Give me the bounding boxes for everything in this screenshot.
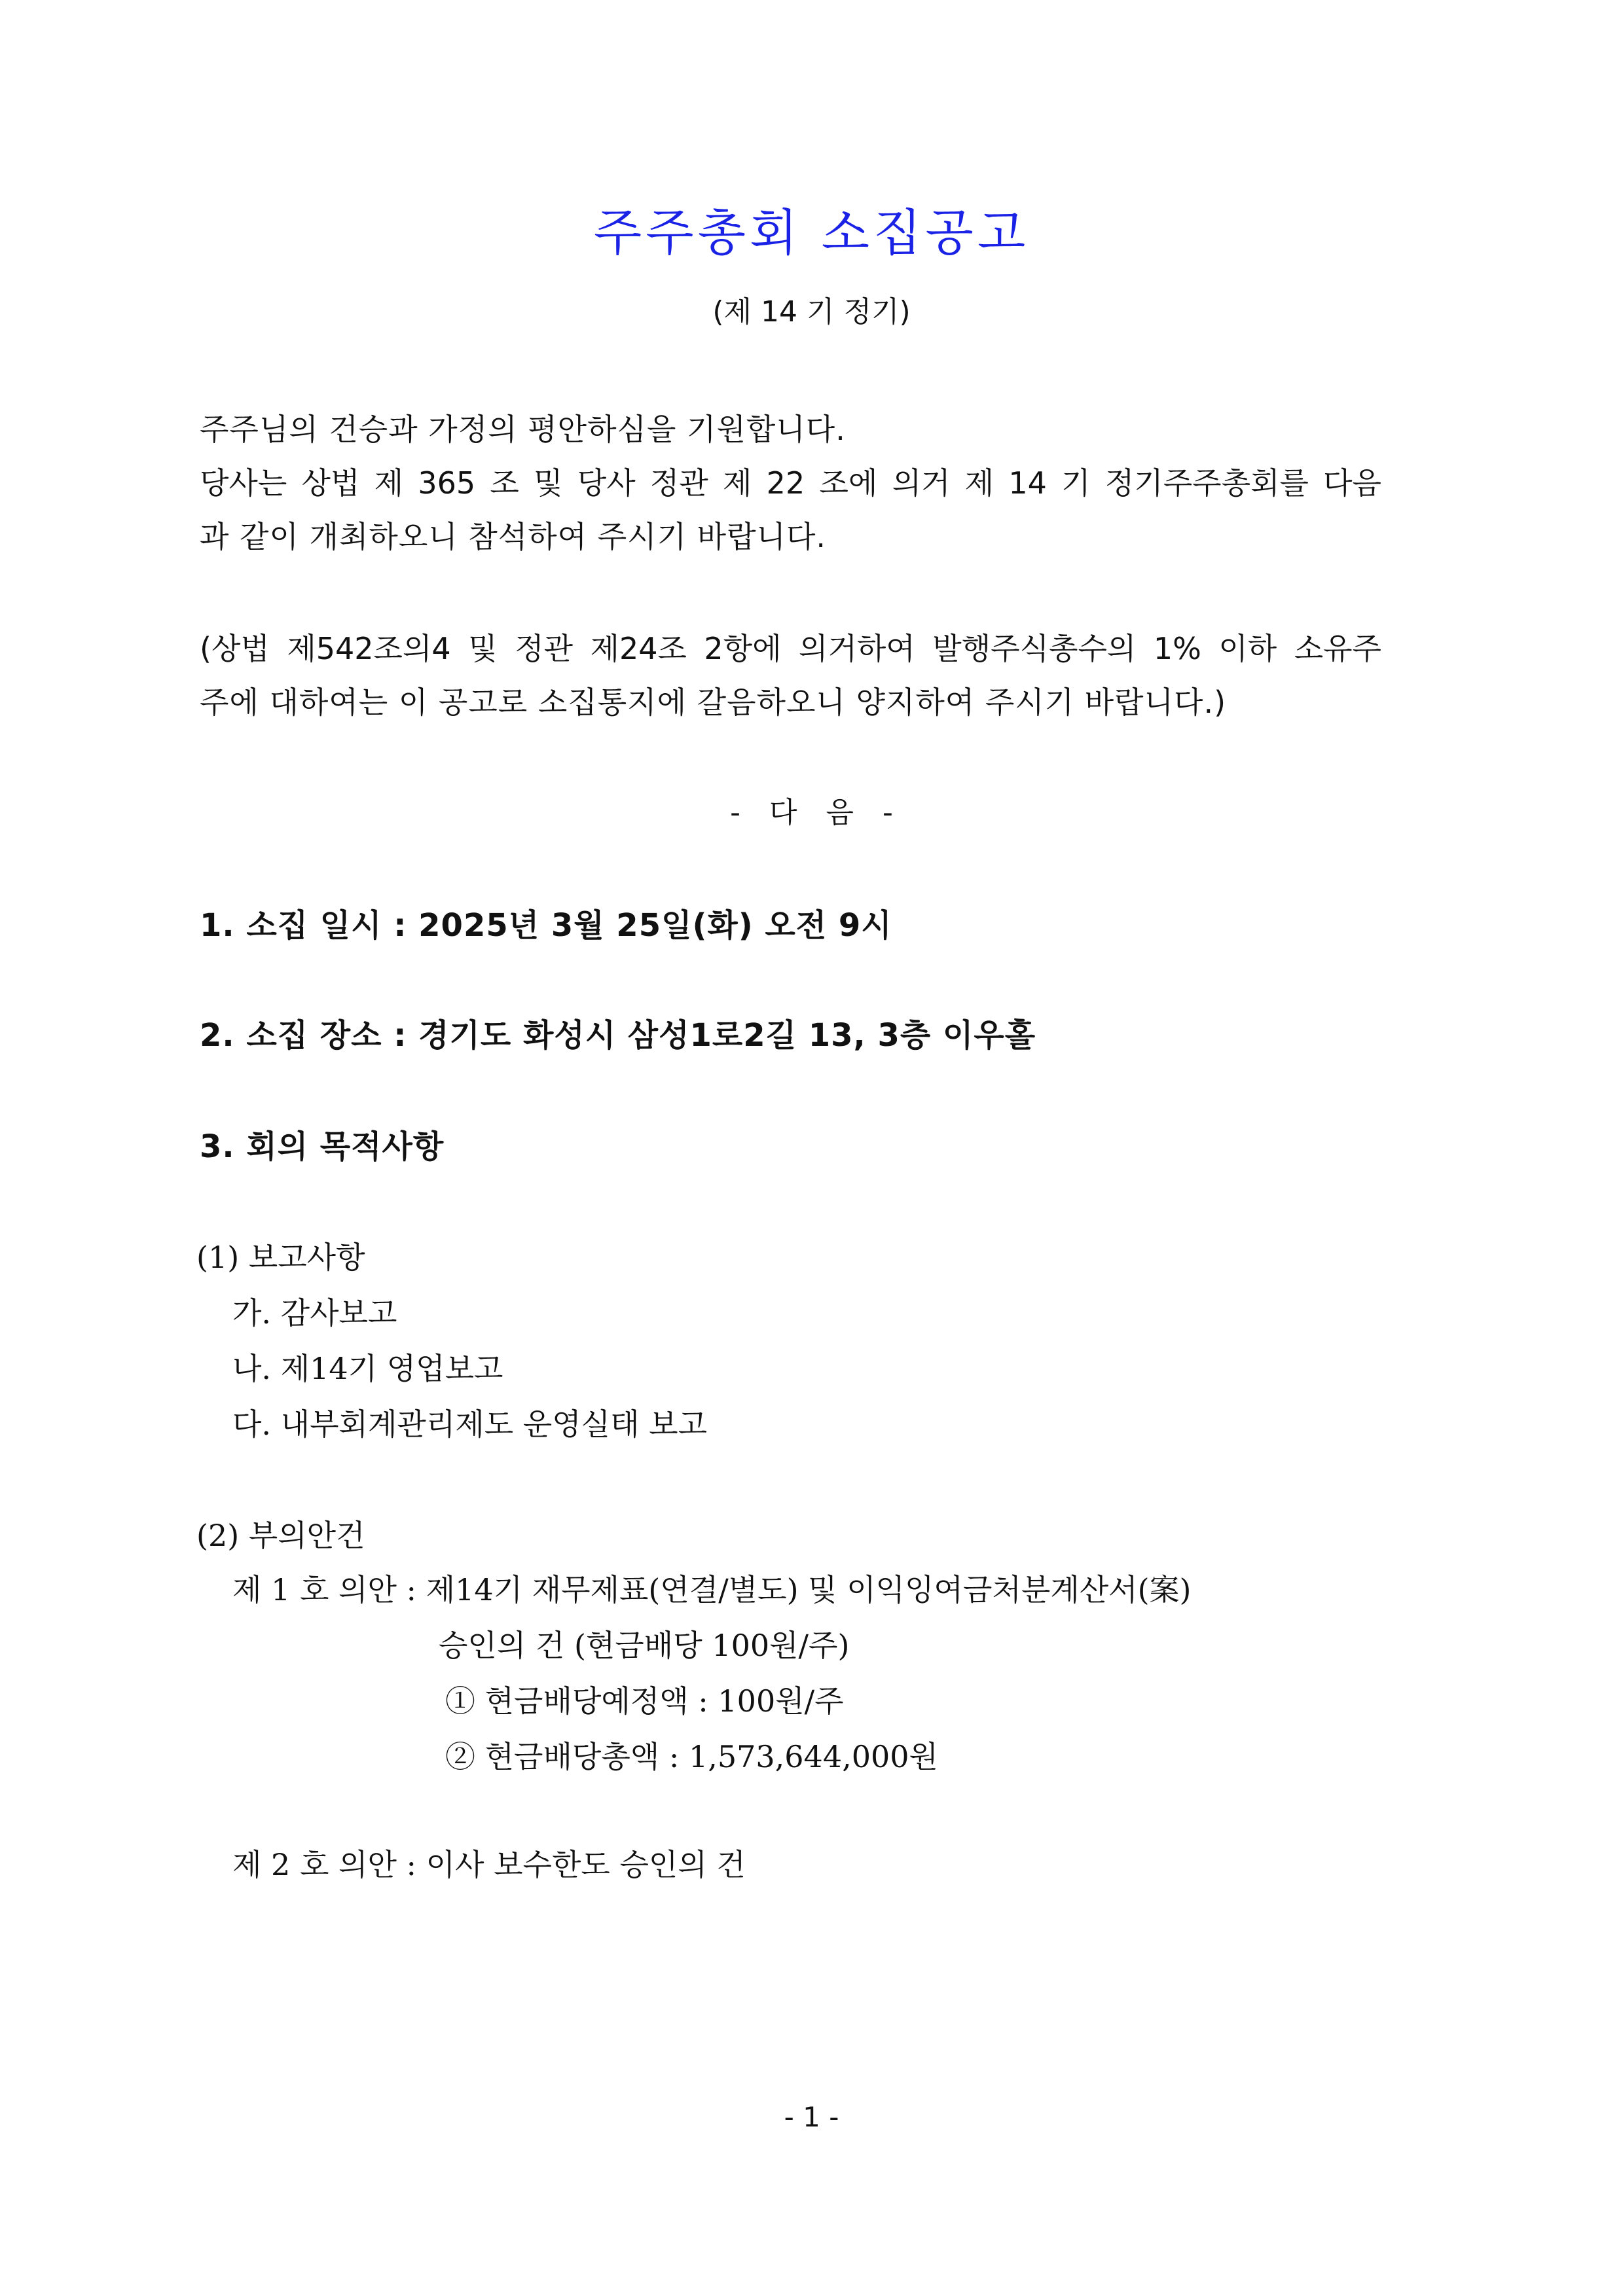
section-meeting-agenda: 3. 회의 목적사항 <box>200 1128 445 1165</box>
notice-line-1: (상법 제542조의4 및 정관 제24조 2항에 의거하여 발행주식총수의 1% 이하 소유주 <box>200 631 1381 666</box>
document-subtitle: (제 14 기 정기) <box>712 295 911 329</box>
agenda-2: 제 2 호 의안 : 이사 보수한도 승인의 건 <box>232 1847 746 1882</box>
page-number: - 1 - <box>784 2101 839 2133</box>
agenda-heading: (2) 부의안건 <box>196 1518 365 1553</box>
notice-line-2: 주에 대하여는 이 공고로 소집통지에 갈음하오니 양지하여 주시기 바랍니다.) <box>200 685 1227 720</box>
report-item: 가. 감사보고 <box>232 1295 397 1331</box>
report-item: 나. 제14기 영업보고 <box>232 1351 503 1386</box>
agenda-1-dividend-per-share: ① 현금배당예정액 : 100원/주 <box>445 1683 844 1719</box>
separator-heading: - 다 음 - <box>730 796 893 829</box>
agenda-1-line-2: 승인의 건 (현금배당 100원/주) <box>439 1628 850 1663</box>
document-title: 주주총회 소집공고 <box>593 204 1030 262</box>
intro-line-1: 당사는 상법 제 365 조 및 당사 정관 제 22 조에 의거 제 14 기 정기주주총회를 다음 <box>200 465 1381 501</box>
agenda-1-dividend-total: ② 현금배당총액 : 1,573,644,000원 <box>445 1739 938 1774</box>
report-item: 다. 내부회계관리제도 운영실태 보고 <box>232 1407 708 1442</box>
agenda-1-line-1: 제 1 호 의안 : 제14기 재무제표(연결/별도) 및 이익잉여금처분계산서(案) <box>232 1572 1192 1607</box>
section-meeting-location: 2. 소집 장소 : 경기도 화성시 삼성1로2길 13, 3층 이우홀 <box>200 1017 1036 1054</box>
reports-heading: (1) 보고사항 <box>196 1240 365 1275</box>
section-meeting-datetime: 1. 소집 일시 : 2025년 3월 25일(화) 오전 9시 <box>200 907 892 944</box>
intro-line-2: 과 같이 개최하오니 참석하여 주시기 바랍니다. <box>200 519 827 554</box>
greeting-text: 주주님의 건승과 가정의 평안하심을 기원합니다. <box>200 412 846 447</box>
